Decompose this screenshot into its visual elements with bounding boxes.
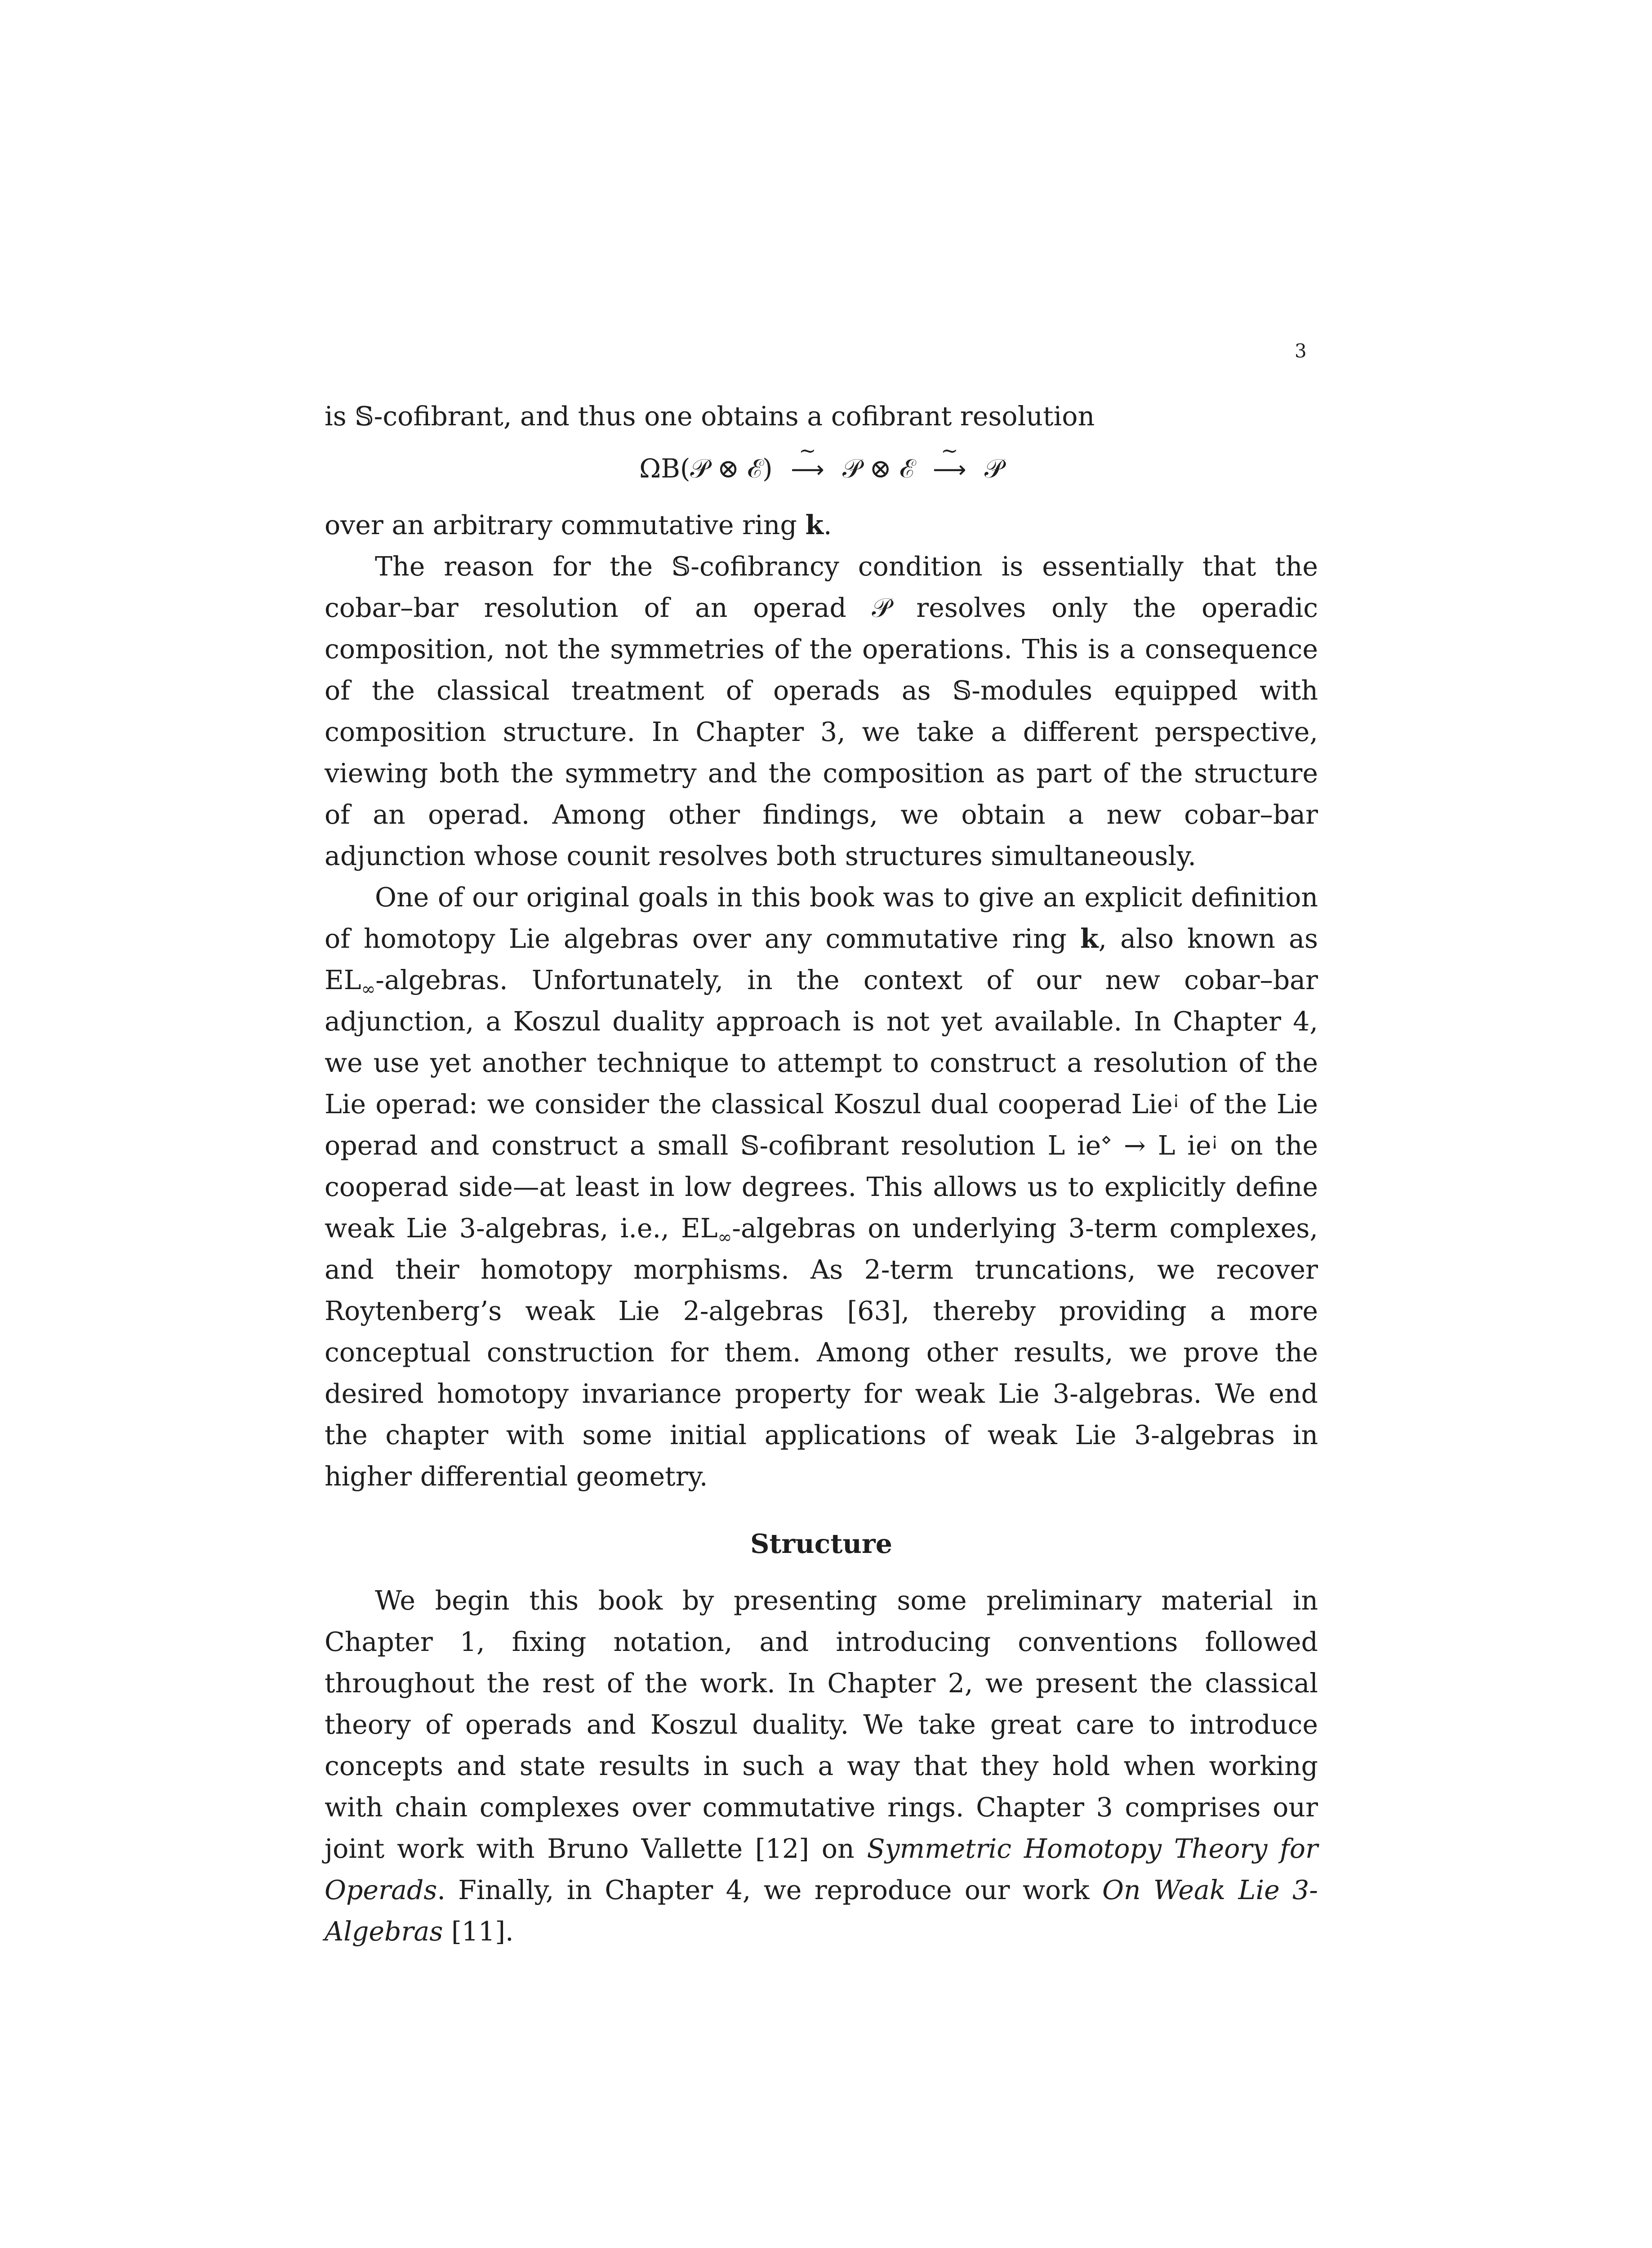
koszul-dual-mark-2: ¡: [1211, 1129, 1218, 1150]
resolution-mark: ⋄: [1101, 1129, 1112, 1150]
equation-rhs: 𝒫: [984, 453, 1003, 484]
infinity-subscript-1: ∞: [361, 979, 376, 999]
paragraph-structure: We begin this book by presenting some preliminary material in Chapter 1, fixing notation, and introducing conventions followed throughout the rest of the work. In Chapter 2, we present the classical theory of operads and Koszul duality. We take great care to introduce concepts and state results in such a way that they hold when working with chain complexes over commutative rings. Chapter 3 comprises our joint work with Bruno Vallette [12] on Symmetric Homotopy Theory for Operads. Finally, in Chapter 4, we reproduce our work On Weak Lie 3-Algebras [11].: [325, 1585, 1318, 1947]
quasi-iso-arrow-1: ~ ⟶: [791, 442, 824, 497]
title-symmetric-homotopy: Symmetric Homotopy Theory for Operads: [325, 1833, 1318, 1905]
main-text: [325, 396, 1318, 1952]
equation-lhs: ΩB(𝒫 ⊗ ℰ): [639, 453, 773, 484]
koszul-dual-mark: ¡: [1172, 1088, 1180, 1108]
paragraph-intro: is 𝕊-cofibrant, and thus one obtains a cofibrant resolution: [325, 401, 1095, 432]
tilde-mark-2: ~: [941, 438, 958, 463]
paragraph-goals: One of our original goals in this book was to give an explicit definition of homotopy Lie algebras over any commutative ring k, also known as $EL_\infty$-algebras. Unfortunately, in the context of our new cobar–bar adjunction, a Koszul duality approach is not yet available. In Chapter 4, we use yet another technique to attempt to construct a resolution of the Lie operad: we consider the classical Koszul dual cooperad Lie¡ of the Lie operad and construct a small 𝕊-cofibrant resolution L ie⋄ → L ie¡ on the cooperad side—at least in low degrees. This allows us to explicitly define weak Lie 3-algebras, i.e., $EL_\infty$-algebras on underlying 3-term complexes, and their homotopy morphisms. As 2-term truncations, we recover Roytenberg’s weak Lie 2-algebras [63], thereby providing a more conceptual construction for them. Among other results, we prove the desired homotopy invariance property for weak Lie 3-algebras. We end the chapter with some initial applications of weak Lie 3-algebras in higher differential geometry.: [325, 882, 1318, 1492]
ring-k-2: k: [1080, 923, 1099, 954]
quasi-iso-arrow-2: ~ ⟶: [933, 442, 966, 497]
page-number: 3: [1295, 340, 1307, 362]
infinity-subscript-2: ∞: [717, 1227, 732, 1247]
resolution-equation: [325, 438, 1318, 495]
paragraph-intro-end: over an arbitrary commutative ring k.: [325, 509, 832, 540]
equation-middle: 𝒫 ⊗ ℰ: [842, 453, 915, 484]
section-heading-structure: Structure: [750, 1528, 892, 1559]
title-weak-lie: On Weak Lie 3-Algebras: [325, 1875, 1318, 1947]
ring-k: k: [805, 509, 824, 540]
tilde-mark-1: ~: [799, 438, 816, 463]
paragraph-cofibrancy-reason: The reason for the 𝕊-cofibrancy condition is essentially that the cobar–bar resolution of an operad 𝒫 resolves only the operadic composition, not the symmetries of the operations. This is a consequence of the classical treatment of operads as 𝕊-modules equipped with composition structure. In Chapter 3, we take a different perspective, viewing both the symmetry and the composition as part of the structure of an operad. Among other findings, we obtain a new cobar–bar adjunction whose counit resolves both structures simultaneously.: [325, 551, 1318, 871]
